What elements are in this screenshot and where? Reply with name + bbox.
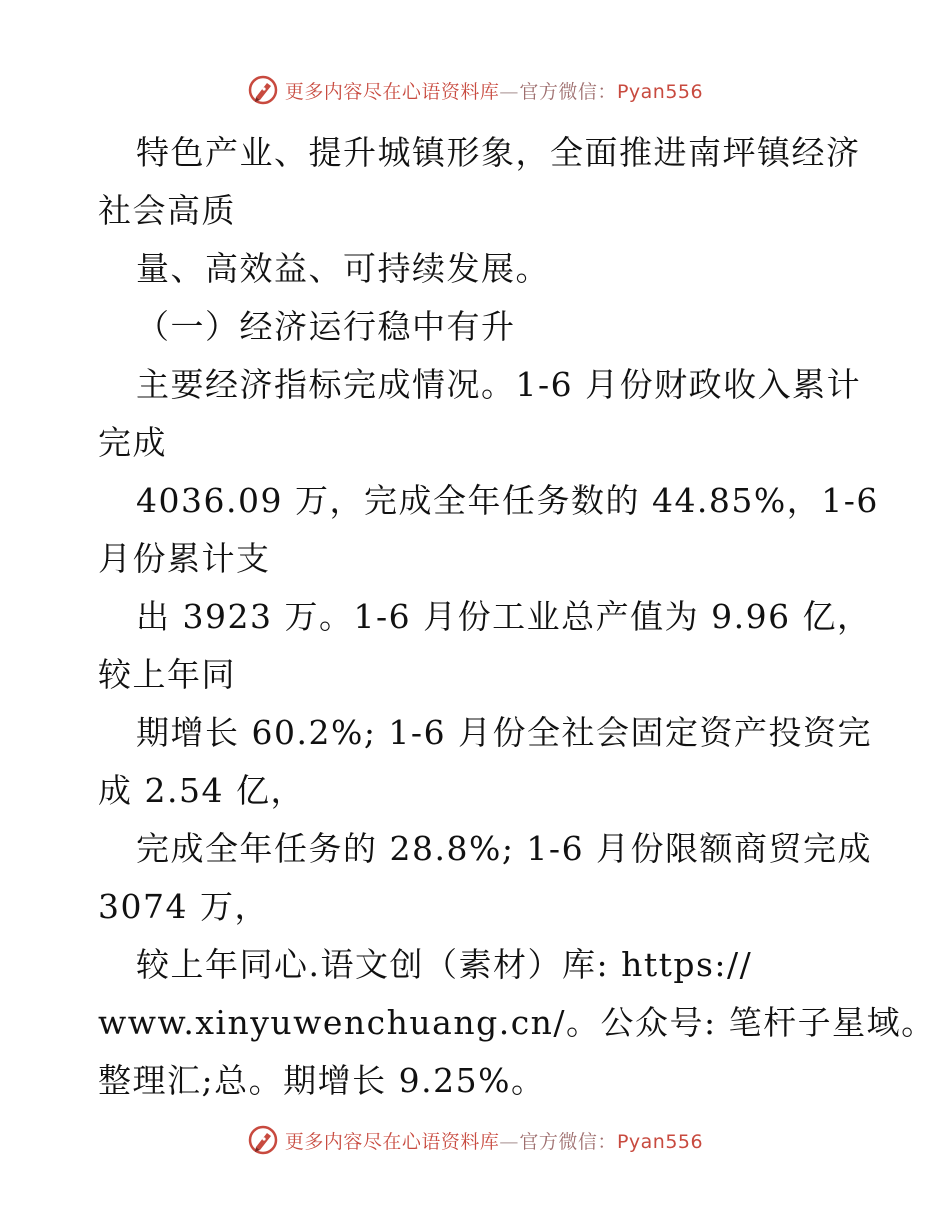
watermark-brand: 更多内容尽在心语资料库 xyxy=(284,1130,500,1153)
text-line: 较上年同心.语文创（素材）库: https:// xyxy=(136,945,753,984)
text-line: www.xinyuwenchuang.cn/。公众号: 笔杆子星域。 xyxy=(98,1003,936,1042)
text-line: 月份累计支 xyxy=(98,539,271,578)
text-line: 3074 万， xyxy=(98,887,269,926)
header-watermark-banner xyxy=(0,70,950,110)
watermark-wechat-label: 官方微信： xyxy=(519,80,617,103)
watermark-text xyxy=(285,77,703,104)
watermark-text xyxy=(285,1127,703,1154)
watermark-separator: — xyxy=(499,80,520,103)
pen-nib-logo-icon xyxy=(247,1124,279,1156)
pen-nib-logo-icon xyxy=(247,74,279,106)
text-line: 较上年同 xyxy=(98,655,236,694)
text-line: 社会高质 xyxy=(98,191,236,230)
watermark-wechat-id: Pyan556 xyxy=(616,80,704,103)
watermark-wechat-id: Pyan556 xyxy=(616,1130,704,1153)
watermark-wechat-label: 官方微信： xyxy=(519,1130,617,1153)
text-line: 完成 xyxy=(98,423,167,462)
text-line: 完成全年任务的 28.8%; 1-6 月份限额商贸完成 xyxy=(136,829,873,868)
text-line: 特色产业、提升城镇形象，全面推进南坪镇经济 xyxy=(136,133,861,172)
text-line: 量、高效益、可持续发展。 xyxy=(136,249,550,288)
watermark-brand: 更多内容尽在心语资料库 xyxy=(284,80,500,103)
footer-watermark-banner xyxy=(0,1120,950,1160)
document-body xyxy=(98,124,936,1110)
text-line: 4036.09 万，完成全年任务数的 44.85%，1-6 xyxy=(136,481,879,520)
text-line: 期增长 60.2%; 1-6 月份全社会固定资产投资完 xyxy=(136,713,873,752)
text-line: 整理汇;总。期增长 9.25%。 xyxy=(98,1061,546,1100)
text-line: 成 2.54 亿， xyxy=(98,771,305,810)
section-heading: （一）经济运行稳中有升 xyxy=(136,307,516,346)
watermark-separator: — xyxy=(499,1130,520,1153)
text-line: 主要经济指标完成情况。1-6 月份财政收入累计 xyxy=(136,365,862,404)
text-line: 出 3923 万。1-6 月份工业总产值为 9.96 亿， xyxy=(136,597,872,636)
